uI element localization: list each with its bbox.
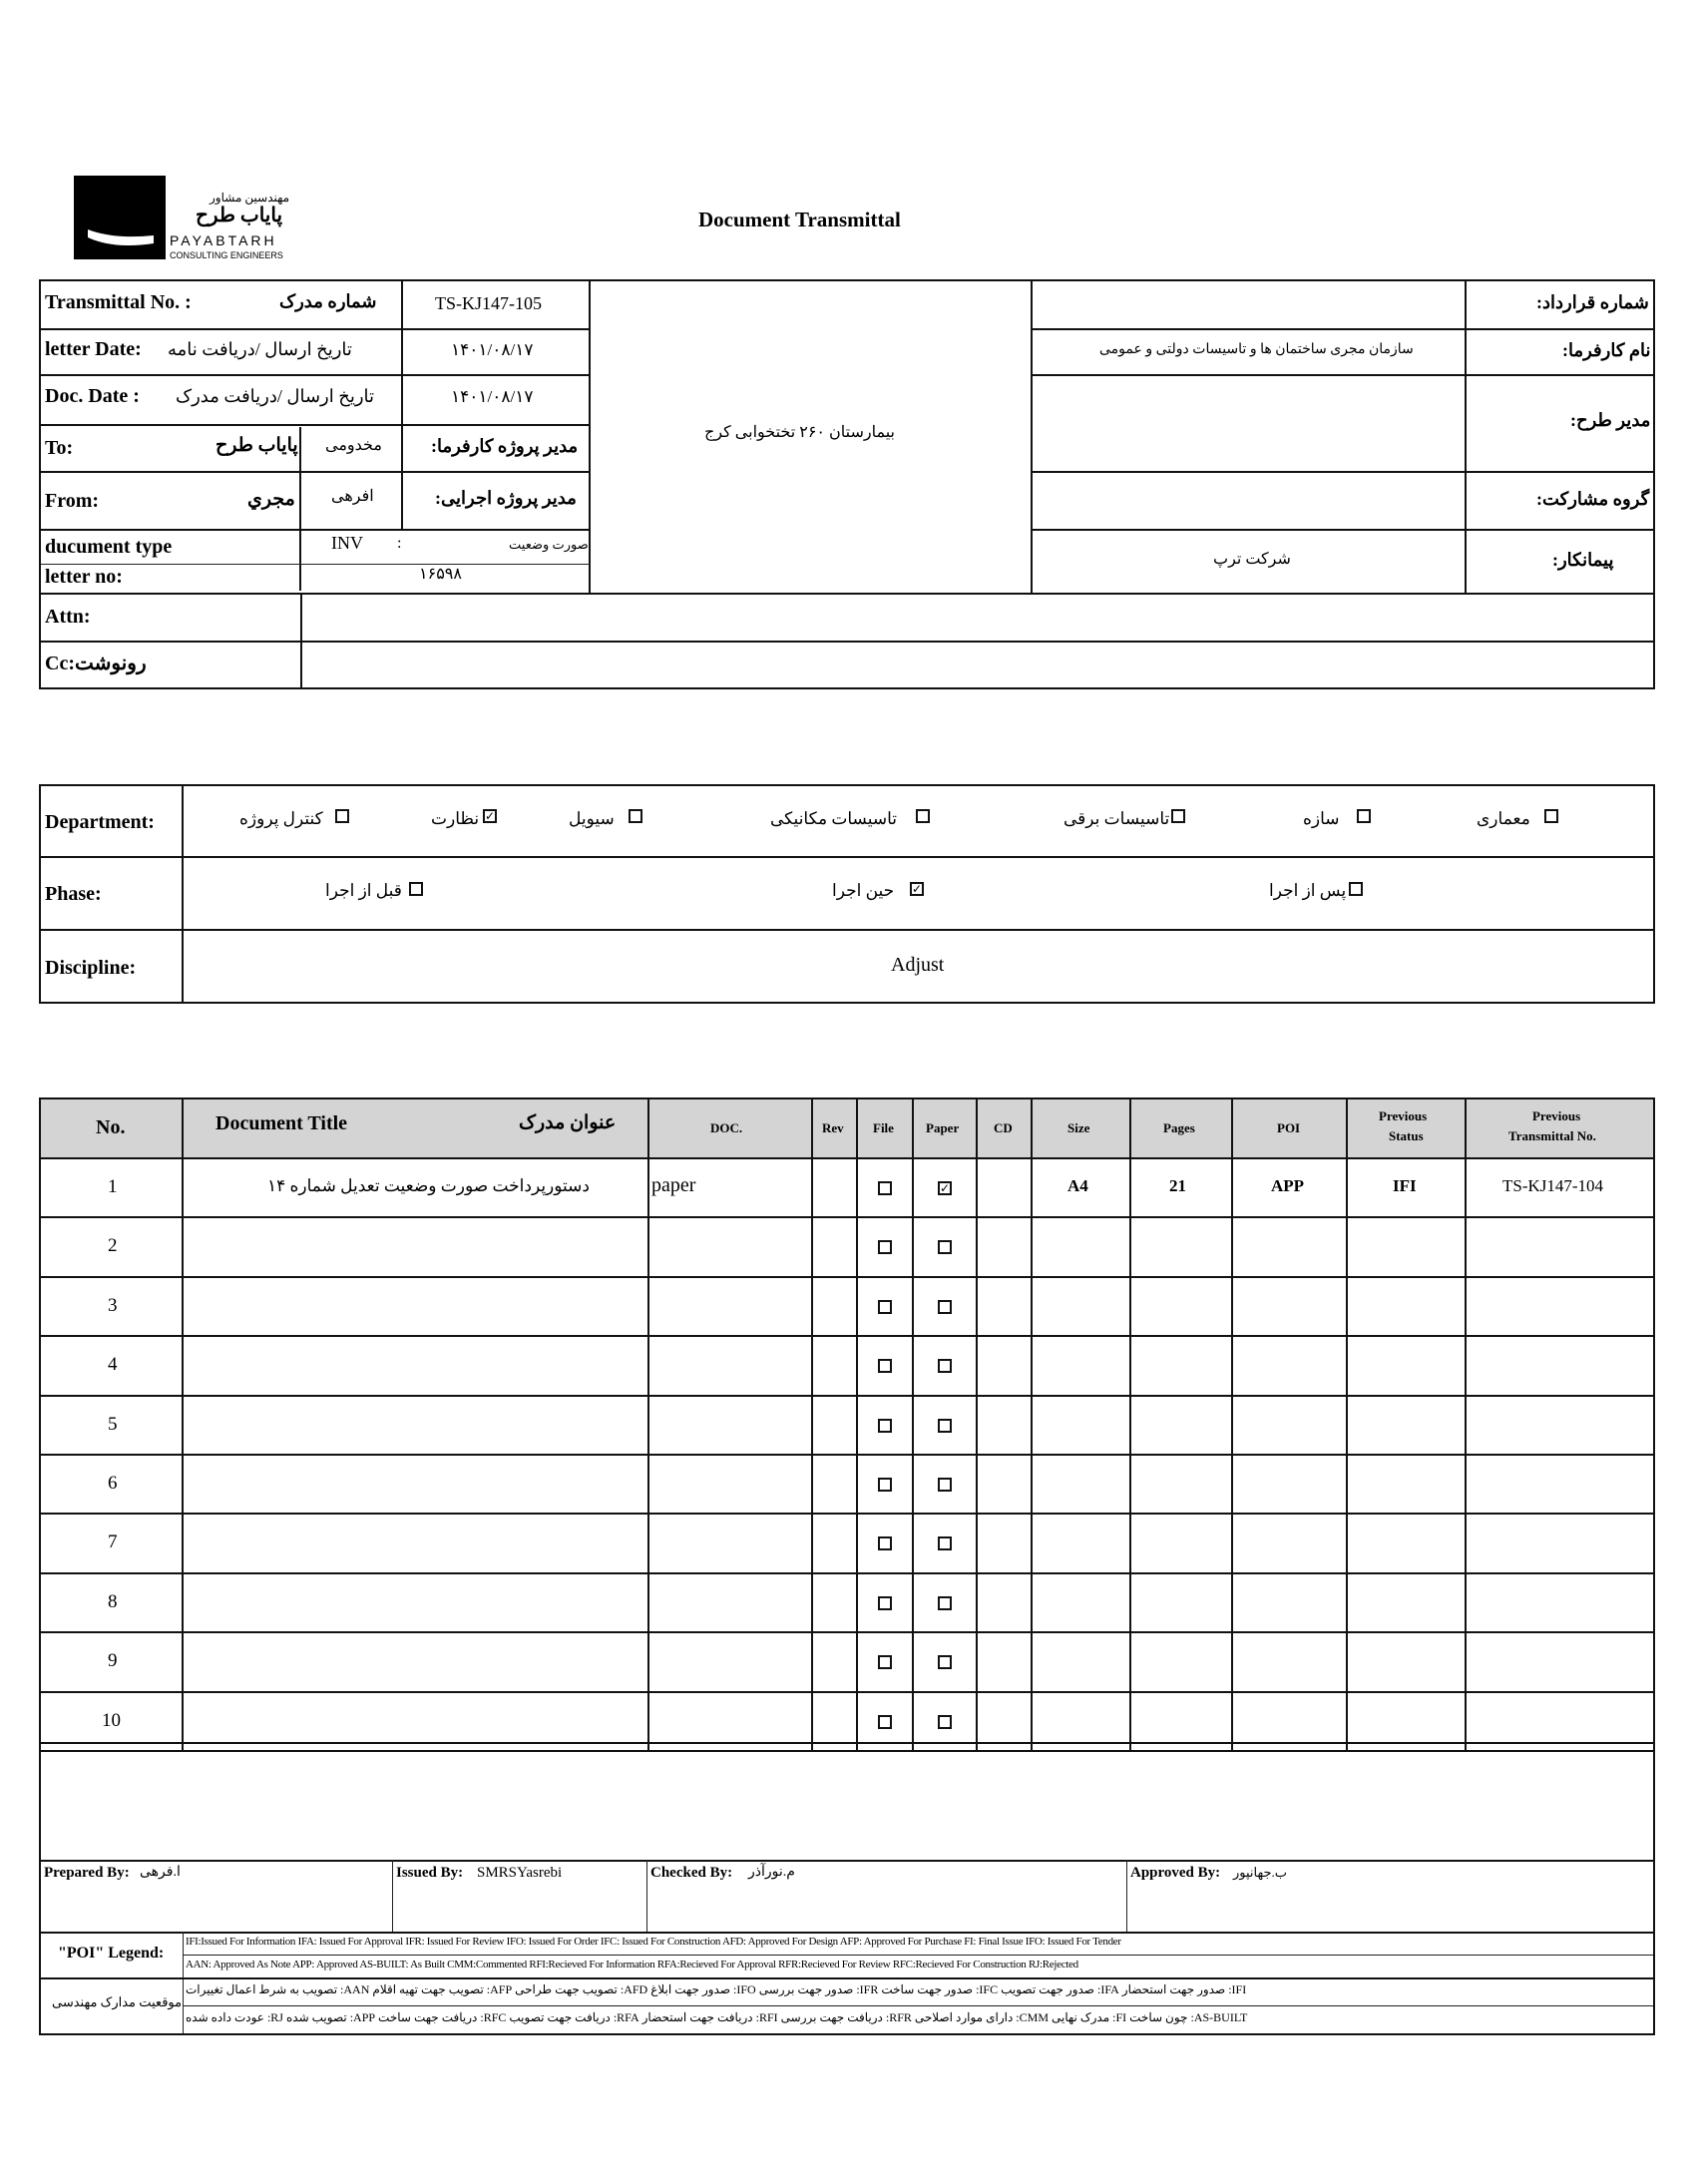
transmittal-no-label: Transmittal No. :	[45, 291, 192, 313]
phase-label: Phase:	[45, 883, 102, 905]
header-cd: CD	[994, 1120, 1013, 1135]
from-label: From:	[45, 490, 100, 512]
contractor-label: پیمانکار:	[1552, 550, 1614, 570]
company-name-fa-small: مهندسین مشاور	[210, 191, 290, 205]
approved-by-label: Approved By:	[1130, 1865, 1221, 1881]
file-checkbox[interactable]	[878, 1181, 892, 1195]
legend-line-2: AAN: Approved As Note APP: Approved AS-BUILT: As Built CMM:Commented RFI:Recieved For Information RFA:Recieved For Approval RFR:Recieved For Review RFC:Recieved For Construction RJ:Rejected	[186, 1959, 1078, 1970]
phase-option-label: پس از اجرا	[1269, 881, 1347, 900]
paper-checkbox[interactable]	[938, 1300, 952, 1314]
header-prev-trans-1: Previous	[1532, 1108, 1581, 1123]
doc-type-value: INV	[331, 533, 363, 553]
department-option-checkbox[interactable]	[335, 809, 349, 823]
header-prev-trans-2: Transmittal No.	[1508, 1128, 1596, 1143]
row-prev-transmittal: TS-KJ147-104	[1502, 1176, 1604, 1195]
attn-label: Attn:	[45, 606, 91, 628]
file-checkbox[interactable]	[878, 1419, 892, 1433]
file-checkbox[interactable]	[878, 1300, 892, 1314]
row-no: 1	[108, 1176, 118, 1197]
prepared-by-value: ا.فرهی	[140, 1865, 181, 1880]
file-checkbox[interactable]	[878, 1596, 892, 1610]
paper-checkbox[interactable]	[938, 1655, 952, 1669]
partner-label: گروه مشارکت:	[1536, 489, 1650, 509]
file-checkbox[interactable]	[878, 1478, 892, 1492]
page-title: Document Transmittal	[698, 208, 901, 231]
file-checkbox[interactable]	[878, 1655, 892, 1669]
phase-option-checkbox[interactable]: ✓	[912, 882, 923, 896]
paper-checkbox[interactable]	[938, 1478, 952, 1492]
legend-line-3: IFI: صدور جهت استحضار IFA: صدور جهت تصویب IFC: صدور جهت ساخت IFR: صدور جهت بررسی IFO: صدور جهت ابلاغ AFD: تصویب جهت طراحی AFP: تصویب جهت تهیه اقلام AAN: تصویب به شرط اعمال تغییرات	[186, 1982, 1247, 1996]
client-value: سازمان مجری ساختمان ها و تاسیسات دولتی و عمومی	[1099, 342, 1414, 357]
transmittal-no-fa-label: شماره مدرک	[279, 291, 377, 311]
designer-label: مدیر طرح:	[1570, 410, 1651, 430]
row-prev-status: IFI	[1393, 1176, 1417, 1195]
poi-legend-fa-label: موقعیت مدارک مهندسی	[52, 1994, 183, 2009]
header-poi: POI	[1277, 1120, 1301, 1135]
row-no: 2	[108, 1235, 118, 1257]
row-size: A4	[1067, 1176, 1088, 1195]
paper-checkbox[interactable]: ✓	[940, 1181, 951, 1195]
row-no: 4	[108, 1354, 118, 1376]
department-option-checkbox[interactable]	[1171, 809, 1185, 823]
header-prev-status-2: Status	[1389, 1128, 1424, 1143]
row-no: 8	[108, 1590, 118, 1612]
header-title-fa: عنوان مدرک	[519, 1112, 617, 1133]
department-option-label: نظارت	[431, 809, 480, 828]
company-name-en: PAYABTARH	[170, 232, 277, 248]
row-title: دستورپرداخت صورت وضعیت تعدیل شماره ۱۴	[267, 1176, 590, 1195]
contractor-pm-label: مدیر پروژه اجرایی:	[435, 488, 577, 508]
legend-line-1: IFI:Issued For Information IFA: Issued For Approval IFR: Issued For Review IFO: Issued For Order IFC: Issued For Construction AFD: Approved For Design AFP: Approved For Purchase FI: Final Issue IFO: Issued For Tender	[186, 1936, 1121, 1948]
issued-by-value: SMRSYasrebi	[477, 1865, 563, 1881]
doc-date-label: Doc. Date :	[45, 385, 140, 407]
department-option-checkbox[interactable]	[1544, 809, 1558, 823]
contractor-value: شرکت ترپ	[1213, 551, 1291, 568]
doc-type-label: ducument type	[45, 536, 173, 558]
checked-by-value: م.نورآذر	[748, 1865, 795, 1880]
to-value: پایاب طرح	[215, 435, 298, 456]
prepared-by-label: Prepared By:	[44, 1865, 130, 1881]
header-doc: DOC.	[710, 1120, 743, 1135]
project-name: بیمارستان ۲۶۰ تختخوابی کرج	[704, 424, 895, 441]
header-title-en: Document Title	[215, 1112, 348, 1134]
logo-mark-icon	[74, 176, 166, 259]
letter-no-value: ۱۶۵۹۸	[419, 566, 462, 583]
letter-date-value: ۱۴۰۱/۰۸/۱۷	[451, 340, 534, 359]
department-option-label: سازه	[1303, 809, 1340, 828]
header-rev: Rev	[822, 1120, 844, 1135]
row-pages: 21	[1169, 1176, 1186, 1195]
company-logo	[74, 176, 301, 261]
checked-by-label: Checked By:	[650, 1865, 733, 1881]
row-no: 7	[108, 1531, 118, 1553]
phase-option-label: قبل از اجرا	[325, 881, 402, 900]
transmittal-no-value: TS-KJ147-105	[435, 293, 542, 313]
company-tagline: CONSULTING ENGINEERS	[170, 250, 283, 260]
row-no: 5	[108, 1413, 118, 1435]
client-label: نام کارفرما:	[1562, 340, 1651, 360]
department-option-checkbox[interactable]	[1357, 809, 1371, 823]
row-no: 3	[108, 1294, 118, 1316]
doc-type-fa: صورت وضعیت	[509, 537, 589, 552]
company-name-fa: پایاب طرح	[196, 205, 283, 226]
header-paper: Paper	[926, 1120, 960, 1135]
client-pm-label: مدیر پروژه کارفرما:	[431, 436, 579, 456]
paper-checkbox[interactable]	[938, 1596, 952, 1610]
paper-checkbox[interactable]	[938, 1715, 952, 1729]
doc-type-colon: :	[397, 535, 402, 552]
header-prev-status-1: Previous	[1379, 1108, 1428, 1123]
file-checkbox[interactable]	[878, 1715, 892, 1729]
header-no: No.	[96, 1116, 126, 1138]
file-checkbox[interactable]	[878, 1536, 892, 1550]
department-option-label: کنترل پروژه	[239, 809, 323, 828]
document-table	[39, 1097, 1655, 2035]
department-label: Department:	[45, 811, 155, 833]
poi-legend-label: "POI" Legend:	[58, 1945, 165, 1962]
phase-option-checkbox[interactable]	[409, 882, 423, 896]
department-option-label: معماری	[1477, 809, 1530, 828]
discipline-label: Discipline:	[45, 957, 137, 979]
header-file: File	[873, 1120, 894, 1135]
paper-checkbox[interactable]	[938, 1536, 952, 1550]
phase-option-label: حین اجرا	[832, 881, 895, 900]
header-pages: Pages	[1163, 1120, 1195, 1135]
department-option-label: سیویل	[569, 809, 615, 828]
legend-line-4: AS-BUILT: چون ساخت FI: مدرک نهایی CMM: دارای موارد اصلاحی RFR: دریافت جهت بررسی RFI: دریافت جهت استحضار RFA: دریافت جهت تصویب RFC: دریافت جهت ساخت APP: تصویب شده RJ: عودت داده شده	[186, 2010, 1248, 2024]
letter-no-label: letter no:	[45, 566, 123, 588]
row-poi: APP	[1271, 1176, 1305, 1195]
paper-checkbox[interactable]	[938, 1419, 952, 1433]
department-option-checkbox[interactable]	[916, 809, 930, 823]
row-doc: paper	[651, 1174, 696, 1196]
department-option-checkbox[interactable]: ✓	[485, 809, 496, 823]
doc-date-value: ۱۴۰۱/۰۸/۱۷	[451, 387, 534, 406]
row-no: 9	[108, 1650, 118, 1672]
row-no: 6	[108, 1473, 118, 1494]
header-size: Size	[1067, 1120, 1090, 1135]
letter-date-label: letter Date:	[45, 338, 142, 360]
paper-checkbox[interactable]	[938, 1240, 952, 1254]
phase-option-checkbox[interactable]	[1349, 882, 1363, 896]
discipline-value: Adjust	[891, 954, 945, 976]
approved-by-value: ب.جهانپور	[1233, 1865, 1288, 1880]
to-label: To:	[45, 437, 74, 459]
paper-checkbox[interactable]	[938, 1359, 952, 1373]
from-person: افرهی	[331, 488, 374, 505]
row-no: 10	[102, 1709, 121, 1731]
to-person: مخدومی	[325, 437, 382, 454]
issued-by-label: Issued By:	[396, 1865, 464, 1881]
contract-no-label: شماره قرارداد:	[1536, 292, 1649, 312]
from-value: مجري	[247, 489, 295, 510]
department-option-label: تاسیسات برقی	[1063, 809, 1170, 828]
letter-date-fa-label: تاریخ ارسال /دریافت نامه	[168, 339, 352, 359]
department-option-checkbox[interactable]	[629, 809, 642, 823]
file-checkbox[interactable]	[878, 1240, 892, 1254]
cc-label: Cc:رونوشت	[45, 653, 147, 674]
doc-date-fa-label: تاریخ ارسال /دریافت مدرک	[176, 386, 375, 406]
file-checkbox[interactable]	[878, 1359, 892, 1373]
department-option-label: تاسیسات مکانیکی	[770, 809, 897, 828]
